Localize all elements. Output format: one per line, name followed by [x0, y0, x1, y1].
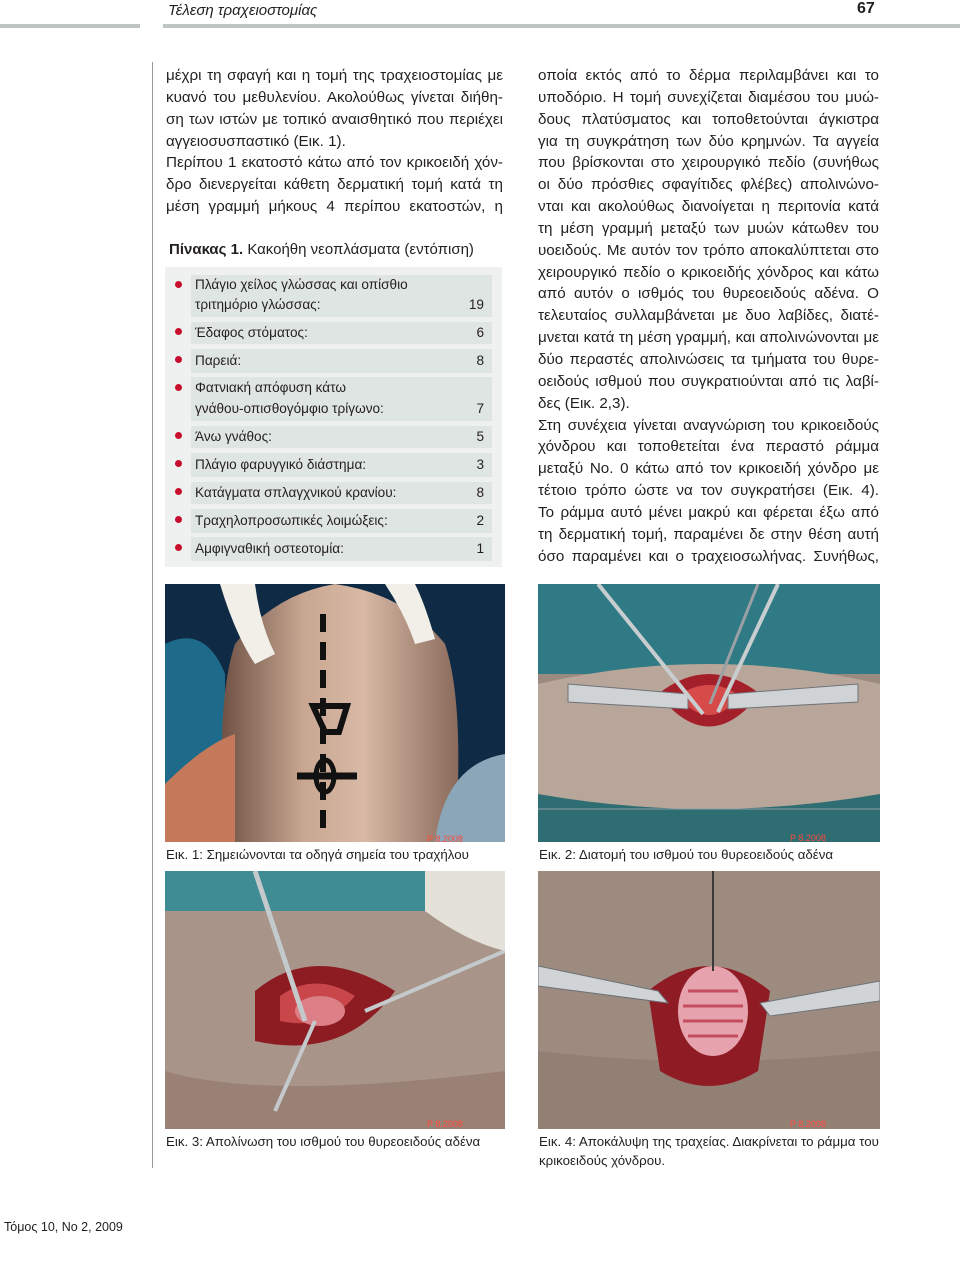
text-line: οποία εκτός από το δέρμα περιλαμβάνει και το	[538, 67, 879, 84]
table-row	[191, 453, 492, 477]
table-row-label: Πλάγιο φαρυγγικό διάστημα:	[195, 457, 367, 472]
figure-caption-text: Αποκάλυψη της τραχείας. Διακρίνεται το ράμμα του	[578, 1134, 879, 1149]
table-row	[191, 322, 492, 344]
table-caption-label: Πίνακας 1.	[169, 241, 244, 258]
text-line: υποδόριο. Η τομή συνεχίζεται διαμέσου του μυώ-	[538, 88, 879, 106]
figure-4-caption	[539, 1132, 884, 1170]
table-row-label-cont: τριτημόριο γλώσσας:	[195, 297, 321, 312]
table-row-label: Έδαφος στόματος:	[195, 325, 308, 340]
table-row-value: 6	[476, 325, 484, 340]
text-line: μέχρι τη σφαγή και η τομή της τραχειοστομίας με	[166, 67, 503, 84]
table-caption-text: Κακοήθη νεοπλάσματα (εντόπιση)	[247, 241, 474, 258]
text-line: δες (Εικ. 2,3).	[538, 394, 630, 412]
photo-stamp: P 8.2008	[427, 1119, 463, 1129]
bullet-icon	[175, 432, 182, 439]
table-row	[191, 426, 492, 448]
bullet-icon	[175, 328, 182, 335]
table-row	[191, 349, 492, 373]
figure-3-caption	[166, 1132, 480, 1151]
text-line: για τη συγκράτηση των δύο κρημνών. Τα αγγεία	[538, 132, 879, 150]
text-line: που βρίσκονται στο χειρουργικό πεδίο (συνήθως	[538, 154, 879, 172]
table-row-value: 19	[468, 297, 484, 312]
photo-stamp: P 8.2008	[790, 1119, 826, 1129]
text-line: δρο διενεργείται κάθετη δερματική τομή κατά τη	[166, 176, 503, 194]
bullet-icon	[175, 356, 182, 363]
bullet-icon	[175, 281, 182, 288]
text-line: όσο παραμένει και ο τραχειοσωλήνας. Συνήθως,	[538, 547, 879, 565]
figure-2-caption	[539, 845, 833, 864]
figure-caption-text: Σημειώνονται τα οδηγά σημεία του τραχήλου	[206, 847, 469, 862]
text-line: τέτοιο τρόπο ώστε να τον συγκρατήσει (Εικ. 4).	[538, 482, 879, 500]
table-row-value: 5	[476, 429, 484, 444]
table-row-label: Τραχηλοπροσωπικές λοιμώξεις:	[195, 513, 388, 528]
table-row-value: 3	[476, 457, 484, 472]
figure-3-photo	[165, 871, 505, 1129]
table-row-value: 7	[476, 401, 484, 416]
figure-4-photo	[538, 871, 880, 1129]
table-row	[191, 377, 492, 421]
right-column-text	[538, 65, 879, 567]
text-line: τη μέση γραμμή μεταξύ των μυών κάτωθεν του	[538, 219, 879, 237]
photo-stamp: P 8.2008	[427, 834, 463, 844]
figure-label: Εικ. 1:	[166, 847, 203, 862]
page-number: 67	[857, 0, 875, 17]
header-rule-right	[163, 24, 960, 28]
bullet-icon	[175, 544, 182, 551]
text-line: Στη συνέχεια γίνεται αναγνώριση του κρικοειδούς	[538, 416, 879, 434]
figure-1-caption	[166, 845, 469, 864]
bullet-icon	[175, 384, 182, 391]
figure-caption-text-cont: κρικοειδούς χόνδρου.	[539, 1153, 666, 1168]
figure-caption-text: Διατομή του ισθμού του θυρεοειδούς αδένα	[578, 847, 834, 862]
text-line: κυανό του μεθυλενίου. Ακολούθως γίνεται διήθη-	[166, 88, 503, 106]
figure-2-photo	[538, 584, 880, 842]
table-row	[191, 537, 492, 561]
table-row-label: Άνω γνάθος:	[195, 429, 272, 444]
text-line: μεταξύ Νο. 0 κάτω από τον κρικοειδή χόνδρο με	[538, 460, 879, 478]
text-line: οειδούς ισθμού που συγκρατιούνται από τις λαβί-	[538, 372, 879, 390]
text-line: Περίπου 1 εκατοστό κάτω από τον κρικοειδή χόν-	[166, 154, 503, 172]
table-row-value: 8	[476, 353, 484, 368]
text-line: δους πλατύσματος και τοποθετούνται άγκιστρα	[538, 110, 879, 128]
text-line: χόνδρου και τοποθετείται ένα περαστό ράμμα	[538, 438, 879, 456]
text-line: χειρουργικό πεδίο ο κρικοειδής χόνδρος και κάτω	[538, 263, 879, 281]
table-row	[191, 509, 492, 533]
text-line: από αυτόν ο ισθμός του θυρεοειδούς αδένα. Ο	[538, 285, 879, 303]
left-column-text	[166, 65, 503, 218]
text-line: νται και ακολούθως διανοίγεται η περιτονία κατά	[538, 198, 879, 216]
table-row	[191, 482, 492, 504]
text-line: μνεται κατά τη μέση γραμμή, και απολινώνονται με	[538, 329, 879, 347]
figure-label: Εικ. 4:	[539, 1134, 576, 1149]
table-row-label: Παρειά:	[195, 353, 242, 368]
table-caption	[169, 241, 474, 258]
table-row-label: Αμφιγναθική οστεοτομία:	[195, 541, 344, 556]
text-line: αγγειοσυσπαστικό (Εικ. 1).	[166, 132, 346, 150]
photo-stamp: P 8.2008	[790, 833, 826, 843]
bullet-icon	[175, 488, 182, 495]
table-row-value: 2	[476, 513, 484, 528]
text-line: μέση γραμμή μήκους 4 περίπου εκατοστών, η	[166, 198, 503, 216]
figure-label: Εικ. 2:	[539, 847, 576, 862]
table-row-label: Πλάγιο χείλος γλώσσας και οπίσθιο	[195, 277, 408, 292]
table-row-label: Κατάγματα σπλαγχνικού κρανίου:	[195, 485, 397, 500]
header-rule-left	[0, 24, 140, 28]
running-header-title: Τέλεση τραχειοστομίας	[168, 2, 318, 19]
text-line: δύο περαστές απολινώσεις τα τμήματα του θυρε-	[538, 350, 879, 368]
table-row-label-cont: γνάθου-οπισθογόμφιο τρίγωνο:	[195, 401, 384, 416]
table-row-label: Φατνιακή απόφυση κάτω	[195, 380, 346, 395]
text-line: οι δύο πρόσθιες σφαγίτιδες φλέβες) απολινώνο-	[538, 176, 879, 194]
margin-rule	[152, 62, 153, 1168]
bullet-icon	[175, 516, 182, 523]
journal-footer: Τόμος 10, Νο 2, 2009	[4, 1220, 123, 1234]
figure-1-photo	[165, 584, 505, 842]
text-line: τελευταίος συλλαμβάνεται με δυο λαβίδες, διατέ-	[538, 307, 879, 325]
figure-caption-text: Απολίνωση του ισθμού του θυρεοειδούς αδένα	[205, 1134, 481, 1149]
table-row-value: 1	[476, 541, 484, 556]
text-line: Το ράμμα αυτό μένει μακρύ και φέρεται έξω από	[538, 503, 879, 521]
figure-label: Εικ. 3:	[166, 1134, 203, 1149]
table-row-value: 8	[476, 485, 484, 500]
text-line: υοειδούς. Με αυτόν τον τρόπο αποκαλύπτεται στο	[538, 241, 879, 259]
table-row	[191, 275, 492, 317]
bullet-icon	[175, 460, 182, 467]
text-line: ση των ιστών με τοπικό αναισθητικό που περιέχει	[166, 110, 503, 128]
text-line: τη δερματική τομή, παραμένει δε στην θέση αυτή	[538, 525, 879, 543]
